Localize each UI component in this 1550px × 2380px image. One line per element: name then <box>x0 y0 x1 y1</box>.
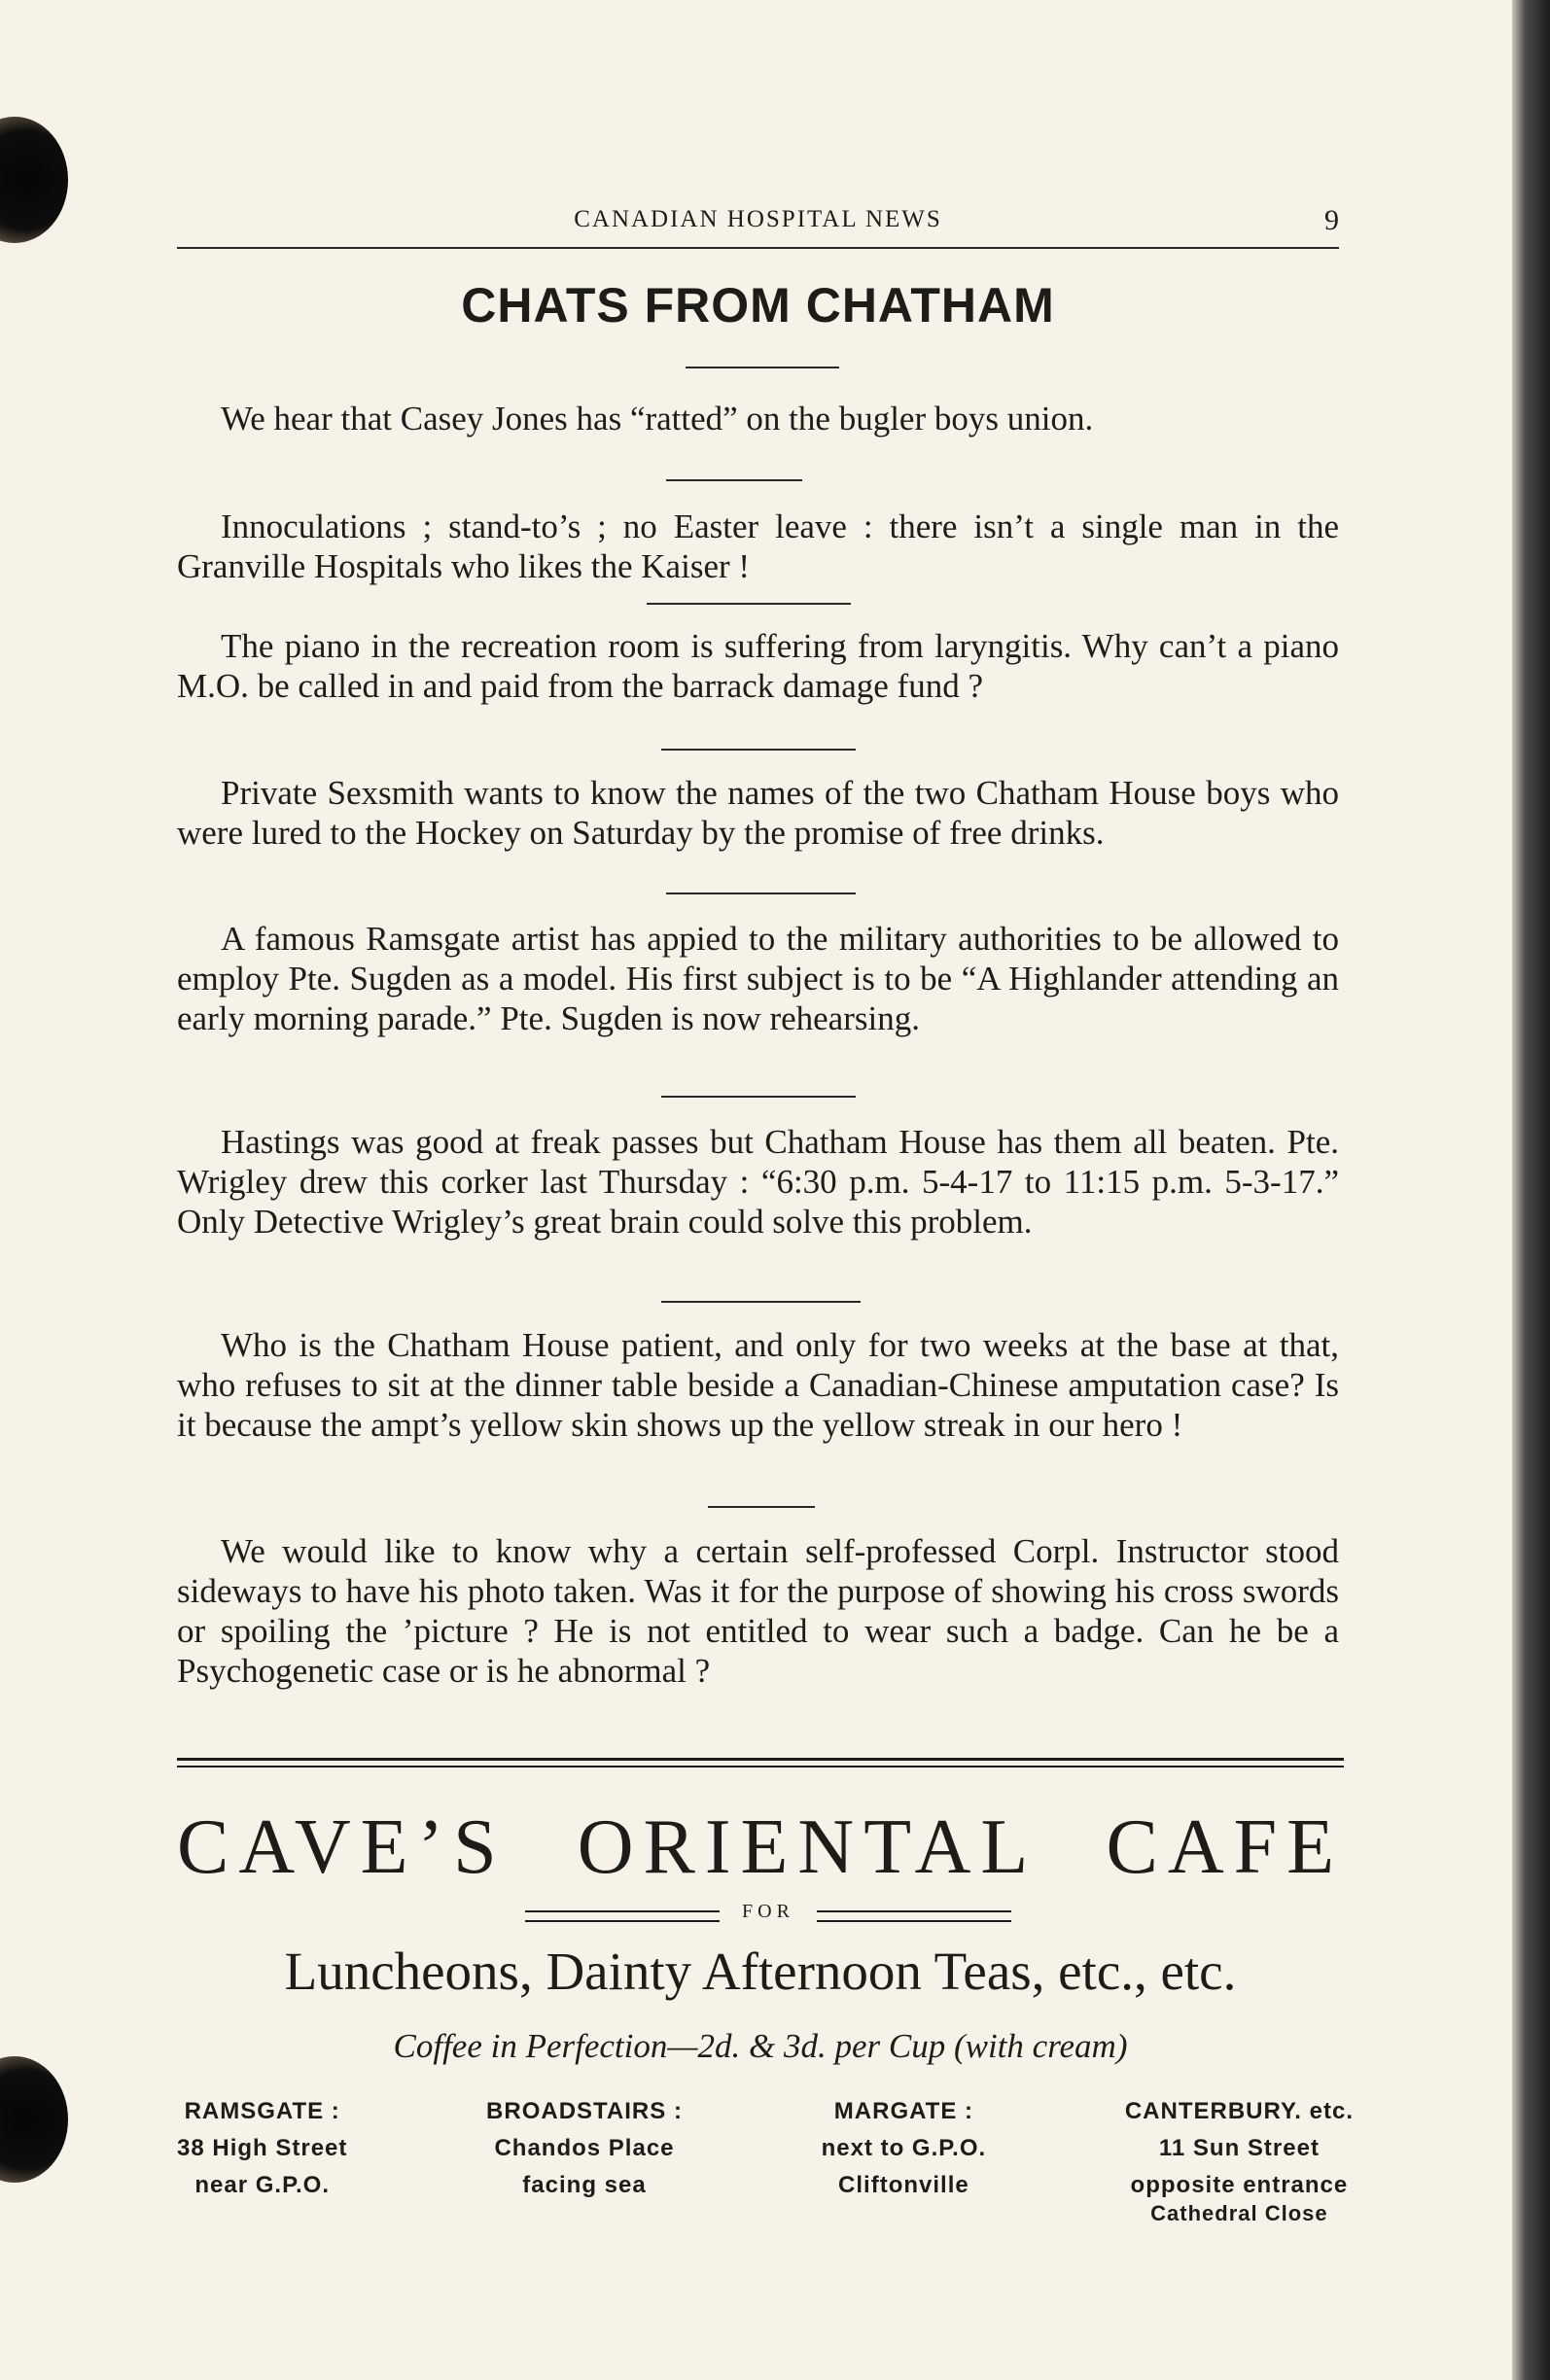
for-label: FOR <box>742 1901 794 1922</box>
advertisement-coffee-line: Coffee in Perfection—2d. & 3d. per Cup (with cream) <box>393 2027 1128 2065</box>
article-title: CHATS FROM CHATHAM <box>461 278 1055 332</box>
location-note: opposite entrance <box>1130 2172 1349 2198</box>
paragraph-divider <box>708 1506 815 1508</box>
advertisement-rule-top <box>177 1758 1344 1761</box>
location-address: Chandos Place <box>494 2135 675 2161</box>
advertisement-rule-bottom <box>177 1766 1344 1768</box>
title-divider <box>686 367 839 368</box>
punch-hole-top <box>0 117 68 243</box>
location-town: MARGATE : <box>833 2098 973 2124</box>
location-town: CANTERBURY. etc. <box>1124 2098 1354 2124</box>
location-ramsgate <box>177 2093 347 2223</box>
location-note: facing sea <box>522 2172 647 2198</box>
paragraph-sexsmith: Private Sexsmith wants to know the names of the two Chatham House boys who were lured to the Hockey on Saturday by the promise of free drinks. <box>177 774 1339 852</box>
paragraph-divider <box>661 749 856 751</box>
paragraph-ramsgate-artist: A famous Ramsgate artist has appied to the military authorities to be allowed to employ Pte. Sugden as a model. His first subject is to be “A Highlander attending an early morning parade.” Pte. Sugden is now rehearsing. <box>177 920 1339 1037</box>
binding-edge <box>1512 0 1550 2380</box>
paragraph-corpl-instructor: We would like to know why a certain self-professed Corpl. Instructor stood sideways to have his photo taken. Was it for the purpose of showing his cross swords or spoiling the ’picture ? He is not entitled to wear such a badge. Can he be a Psychogenetic case or is he abnormal ? <box>177 1532 1339 1690</box>
page-header <box>177 204 1339 249</box>
paragraph-hastings: Hastings was good at freak passes but Chatham House has them all beaten. Pte. Wrigley drew this corker last Thursday : “6:30 p.m. 5-4-17 to 11:15 p.m. 5-3-17.” Only Detective Wrigley’s great brain could solve this problem. <box>177 1123 1339 1241</box>
paragraph-divider <box>666 892 856 894</box>
running-title: CANADIAN HOSPITAL NEWS <box>574 206 942 232</box>
advertisement-title: CAVE’S ORIENTAL CAFE <box>177 1804 1344 1890</box>
location-margate <box>822 2093 987 2223</box>
paragraph-divider <box>666 479 802 481</box>
advertisement-subtitle: Luncheons, Dainty Afternoon Teas, etc., etc. <box>284 1942 1237 2001</box>
paragraph-casey-jones: We hear that Casey Jones has “ratted” on the bugler boys union. <box>221 400 1094 438</box>
paragraph-divider <box>647 603 851 605</box>
location-note: Cliftonville <box>838 2172 969 2198</box>
advertisement-for-line <box>525 1901 1011 1930</box>
punch-hole-bottom <box>0 2056 68 2183</box>
paragraph-divider <box>661 1096 856 1098</box>
paragraph-chatham-patient: Who is the Chatham House patient, and only for two weeks at the base at that, who refuses to sit at the dinner table beside a Canadian-Chinese amputation case? Is it because the ampt’s yellow skin shows up the yellow streak in our hero ! <box>177 1326 1339 1444</box>
location-address: 11 Sun Street <box>1158 2135 1320 2161</box>
location-note-2: Cathedral Close <box>1150 2201 1328 2225</box>
for-rule-left <box>525 1910 720 1922</box>
page-number: 9 <box>1324 204 1339 236</box>
location-broadstairs <box>486 2093 683 2223</box>
location-note: near G.P.O. <box>194 2172 330 2198</box>
paragraph-innoculations: Innoculations ; stand-to’s ; no Easter leave : there isn’t a single man in the Granville Hospitals who likes the Kaiser ! <box>177 508 1339 585</box>
location-town: BROADSTAIRS : <box>486 2098 683 2124</box>
paragraph-divider <box>661 1301 861 1303</box>
advertisement-locations <box>177 2093 1354 2223</box>
location-canterbury <box>1125 2093 1354 2223</box>
for-rule-right <box>817 1910 1011 1922</box>
location-town: RAMSGATE : <box>184 2098 340 2124</box>
location-address: next to G.P.O. <box>821 2135 987 2161</box>
paragraph-piano: The piano in the recreation room is suffering from laryngitis. Why can’t a piano M.O. be called in and paid from the barrack damage fund ? <box>177 627 1339 705</box>
location-address: 38 High Street <box>177 2135 348 2161</box>
